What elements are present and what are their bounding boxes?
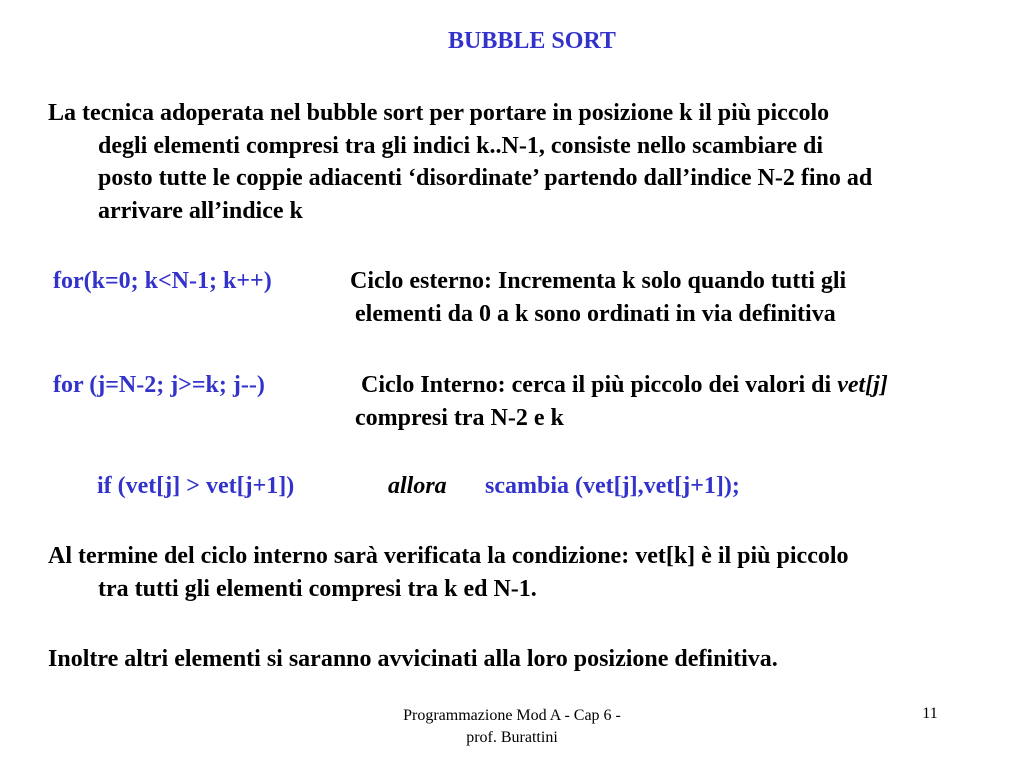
- intro-line-2: degli elementi compresi tra gli indici k..N-1, consiste nello scambiare di: [98, 132, 824, 159]
- intro-line-3: posto tutte le coppie adiacenti ‘disordinate’ partendo dall’indice N-2 fino ad: [98, 165, 873, 191]
- intro-line-4: arrivare all’indice k: [98, 197, 303, 224]
- footer-line-2: prof. Burattini: [466, 729, 558, 746]
- inner-loop-description-text: Ciclo Interno: cerca il più piccolo dei valori di: [361, 372, 838, 398]
- footer-line-1: Programmazione Mod A - Cap 6 -: [403, 707, 621, 724]
- conclusion-paragraph: [48, 540, 1023, 605]
- if-condition-code: if (vet[j] > vet[j+1]): [97, 473, 295, 499]
- inner-loop-description-line-2: compresi tra N-2 e k: [355, 405, 564, 431]
- if-then-word: allora: [388, 473, 447, 499]
- final-note: Inoltre altri elementi si saranno avvicinati alla loro posizione definitiva.: [48, 646, 778, 672]
- if-action-code: scambia (vet[j],vet[j+1]);: [485, 473, 740, 499]
- inner-loop-description-line-1: [361, 369, 888, 402]
- conclusion-line-1: Al termine del ciclo interno sarà verificata la condizione: vet[k] è il più piccolo: [48, 543, 849, 569]
- outer-loop-description-line-2: elementi da 0 a k sono ordinati in via definitiva: [355, 301, 836, 327]
- page-number: 11: [922, 705, 938, 722]
- inner-loop-description-italic: vet[j]: [837, 372, 888, 398]
- intro-line-1: La tecnica adoperata nel bubble sort per portare in posizione k il più piccolo: [48, 100, 830, 126]
- conclusion-line-2: tra tutti gli elementi compresi tra k ed N-1.: [98, 575, 537, 602]
- outer-loop-description-line-1: Ciclo esterno: Incrementa k solo quando tutti gli: [350, 268, 847, 294]
- intro-paragraph: [48, 97, 1023, 227]
- outer-loop-code: for(k=0; k<N-1; k++): [53, 268, 272, 294]
- slide-title: BUBBLE SORT: [448, 28, 616, 54]
- inner-loop-code: for (j=N-2; j>=k; j--): [53, 372, 265, 398]
- footer-course-info: [352, 705, 672, 749]
